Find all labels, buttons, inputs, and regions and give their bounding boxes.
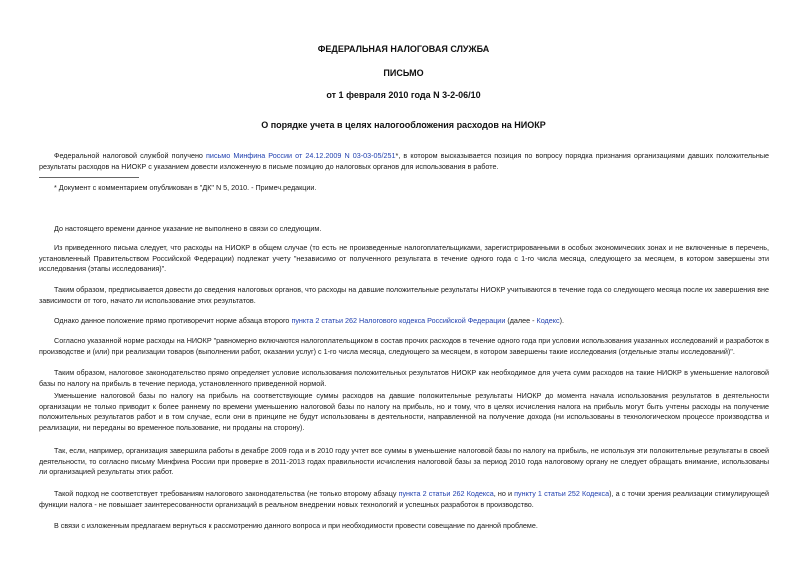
link-article-262-tax-code[interactable]: пункта 2 статьи 262 Налогового кодекса Российской Федерации xyxy=(291,316,506,325)
footnote: * Документ с комментарием опубликован в "ДК" N 5, 2010. - Примеч.редакции. xyxy=(54,183,317,192)
paragraph-2: До настоящего времени данное указание не выполнено в связи со следующим. xyxy=(54,224,322,233)
p10-text-c: ), а с точки зрения реализации стимулирующей функции налога - не повышает заинтересованности организаций в реальном внедрении новых технологий и успешных разработок в производство. xyxy=(39,489,769,509)
p1-text-a: Федеральной налоговой службой получено xyxy=(54,151,207,160)
paragraph-3: Из приведенного письма следует, что расходы на НИОКР в общем случае (то есть не произведенные налогоплательщиками, зарегистрированными в особых экономических зонах и не включенные в перечень, установленный Правительством Российской Федерации) подлежат учету "независимо от полученного результата в течение одного года с 1-го числа месяца, следующего за месяцем, в котором завершены эти исследования (этапы исследования)". xyxy=(39,243,769,274)
document-subject: О порядке учета в целях налогообложения расходов на НИОКР xyxy=(261,120,546,130)
paragraph-7: Таким образом, налоговое законодательство прямо определяет условие использования положительных результатов НИОКР как необходимое для учета сумм расходов на такие НИОКР в уменьшение налоговой базы по налогу на прибыль в течение периода, установленного приведенной нормой. xyxy=(39,368,769,388)
paragraph-6: Согласно указанной норме расходы на НИОКР "равномерно включаются налогоплательщиком в состав прочих расходов в течение одного года при условии использования указанных исследований и разработок в производстве и (или) при реализации товаров (выполнении работ, оказании услуг) с 1-го числа месяца, следующего за месяцем, в котором завершены такие исследования (отдельные этапы исследований)". xyxy=(39,336,769,356)
document-date-number: от 1 февраля 2010 года N 3-2-06/10 xyxy=(326,90,481,100)
p5-text-b: (далее - xyxy=(505,316,537,325)
paragraph-9: Так, если, например, организация завершила работы в декабре 2009 года и в 2010 году учтет все суммы в уменьшение налоговой базы по налогу на прибыль, не используя эти положительные результаты в своей деятельности, то согласно письму Минфина России при проверке в 2011-2013 годах правильности исчисления налоговой базы за период 2010 года налоговому органу не следует обращать внимание, использованы ли организацией результаты этих работ. xyxy=(39,446,769,477)
p10-text-a: Такой подход не соответствует требованиям налогового законодательства (не только второму абзацу xyxy=(54,489,399,498)
paragraph-8: Уменьшение налоговой базы по налогу на прибыль на соответствующие суммы расходов на давшие положительные результаты НИОКР до момента начала использования результатов в деятельности организации не только приводит к более раннему по времени уменьшению налоговой базы по налогу на прибыль, но и тому, что в целях исчисления налога на прибыль могут быть учтены расходы на получение положительных результатов работ и в том случае, если они в принципе не будут использованы в деятельности, направленной на получение дохода (ни использованы в технологическом процессе производства и реализации, ни переданы во временное пользование, ни проданы на сторону). xyxy=(39,391,769,432)
paragraph-4: Таким образом, предписывается довести до сведения налоговых органов, что расходы на давшие положительные результаты НИОКР учитываются в течение года со следующего месяца после их завершения вне зависимости от того, начато ли использование этих результатов. xyxy=(39,285,769,305)
document-type: ПИСЬМО xyxy=(383,68,424,78)
p5-text-c: ). xyxy=(559,316,564,325)
agency-title: ФЕДЕРАЛЬНАЯ НАЛОГОВАЯ СЛУЖБА xyxy=(317,44,490,54)
paragraph-5 xyxy=(39,316,769,327)
link-article-262-kodeks[interactable]: пункта 2 статьи 262 Кодекса xyxy=(398,489,494,498)
link-minfin-letter[interactable]: письмо Минфина России от 24.12.2009 N 03-03-05/251 xyxy=(206,151,396,160)
link-kodeks[interactable]: Кодекс xyxy=(536,316,560,325)
footnote-divider xyxy=(39,177,139,178)
paragraph-10 xyxy=(39,489,769,510)
p5-text-a: Однако данное положение прямо противоречит норме абзаца второго xyxy=(54,316,292,325)
link-article-252-kodeks[interactable]: пункту 1 статьи 252 Кодекса xyxy=(514,489,610,498)
paragraph-11: В связи с изложенным предлагаем вернуться к рассмотрению данного вопроса и при необходимости провести совещание по данной проблеме. xyxy=(54,521,538,530)
p10-text-b: , но и xyxy=(493,489,515,498)
p1-text-b: *, в котором высказывается позиция по вопросу порядка признания организациями давших положительные результаты расходов на НИОКР с указанием довести изложенную в письме позицию до налоговых органов для использования в работе. xyxy=(39,151,769,171)
paragraph-1 xyxy=(39,151,769,172)
